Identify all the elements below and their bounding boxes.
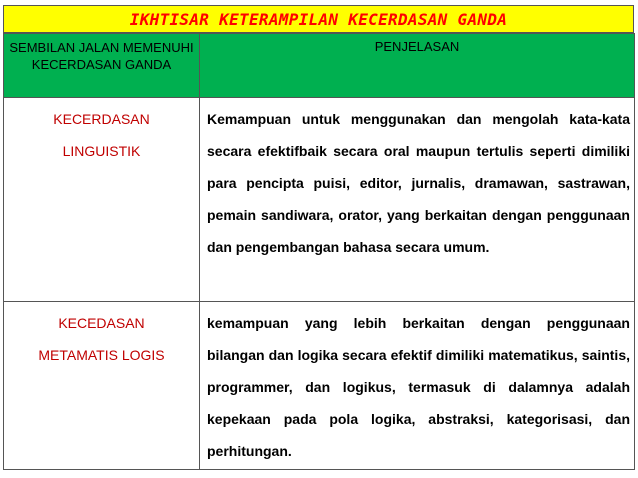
- header-cell-explanation: PENJELASAN: [200, 34, 635, 98]
- title-bar: [3, 5, 634, 33]
- intelligence-description: kemampuan yang lebih berkaitan dengan penggunaan bilangan dan logika secara efektif dimiliki matematikus, saintis, programmer, dan logikus, termasuk di dalamnya adalah kepekaan pada pola logika, abstraksi, kategorisasi, dan perhitungan.: [200, 302, 635, 470]
- intelligence-name-line2: METAMATIS LOGIS: [38, 347, 165, 363]
- table-row: [4, 302, 635, 470]
- slide-title: IKHTISAR KETERAMPILAN KECERDASAN GANDA: [129, 9, 508, 29]
- intelligence-name-line2: LINGUISTIK: [62, 143, 141, 159]
- intelligence-name-line1: KECEDASAN: [58, 315, 145, 331]
- header-cell-ways: SEMBILAN JALAN MEMENUHI KECERDASAN GANDA: [4, 34, 200, 98]
- intelligence-description: Kemampuan untuk menggunakan dan mengolah kata-kata secara efektifbaik secara oral maupun tertulis seperti dimiliki para pencipta puisi, editor, jurnalis, dramawan, sastrawan, pemain sandiwara, orator, yang berkaitan dengan penggunaan dan pengembangan bahasa secara umum.: [200, 98, 635, 302]
- intelligence-name-line1: KECERDASAN: [53, 111, 150, 127]
- intelligence-table: [3, 33, 635, 470]
- table-row: [4, 98, 635, 302]
- intelligence-name-cell: [4, 302, 200, 470]
- intelligence-name-cell: [4, 98, 200, 302]
- table-header-row: [4, 34, 635, 98]
